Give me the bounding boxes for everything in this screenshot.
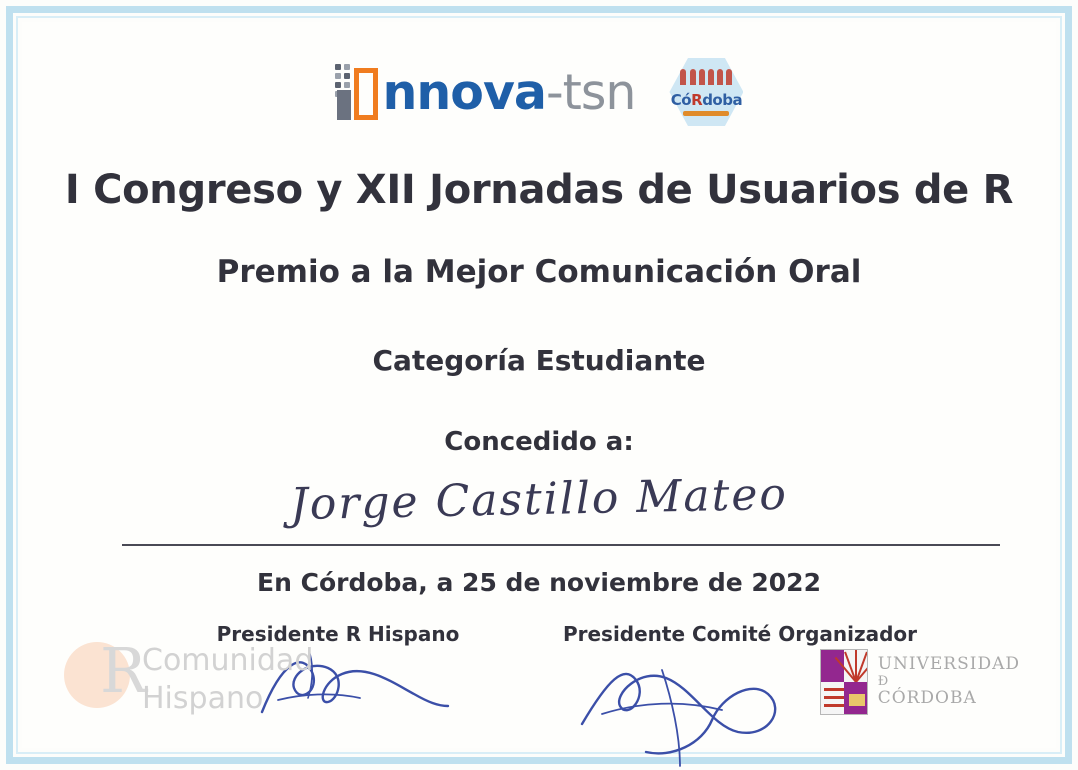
innova-word-suffix: -tsn [545,63,636,121]
comunidad-logo-line1: Comunidad [142,643,314,678]
certificate-category: Categoría Estudiante [372,344,706,377]
innova-tsn-logo [335,61,636,123]
cordoba-text-accent: R [691,91,703,109]
granted-to-label: Concedido a: [444,427,634,457]
uco-line2: Ð [877,673,890,689]
header-logos [22,54,1056,130]
innova-mark-icon [335,64,381,120]
certificate-paper [22,22,1056,748]
comunidad-logo-text [142,642,313,717]
innova-word-main: nnova [382,63,546,121]
comunidad-r-mark: R [100,634,147,707]
certificate-subtitle: Premio a la Mejor Comunicación Oral [216,254,862,290]
innova-letter-n-accent [354,68,378,120]
cordoba-logo-text [669,91,743,109]
uco-shield-icon [820,649,868,715]
uco-line3: CÓRDOBA [877,688,977,709]
signature-label-right: Presidente Comité Organizador [562,622,918,646]
universidad-de-cordoba-logo [820,644,1020,720]
comunidad-logo-line2: Hispano [142,680,264,716]
recipient-signature-line [122,544,1000,546]
recipient-name-handwritten: Jorge Castillo Mateo [289,468,789,531]
cordoba-logo-base-bar [683,111,729,116]
signature-label-left: Presidente R Hispano [216,622,460,646]
uco-line1: UNIVERSIDAD [877,653,1020,674]
place-and-date: En Córdoba, a 25 de noviembre de 2022 [257,568,821,597]
comunidad-r-hispano-logo [56,634,336,730]
mosque-arches-icon [680,69,732,87]
signature-block-president-comite [540,622,940,646]
uco-logo-text [878,655,1020,709]
cordoba-text-pre: Có [670,91,692,109]
innova-wordmark [382,63,636,121]
certificate-title: I Congreso y XII Jornadas de Usuarios de R [64,167,1014,213]
cordoba-r-logo [669,55,743,129]
innova-letter-i-stem [337,90,351,120]
cordoba-text-post: doba [702,91,743,109]
